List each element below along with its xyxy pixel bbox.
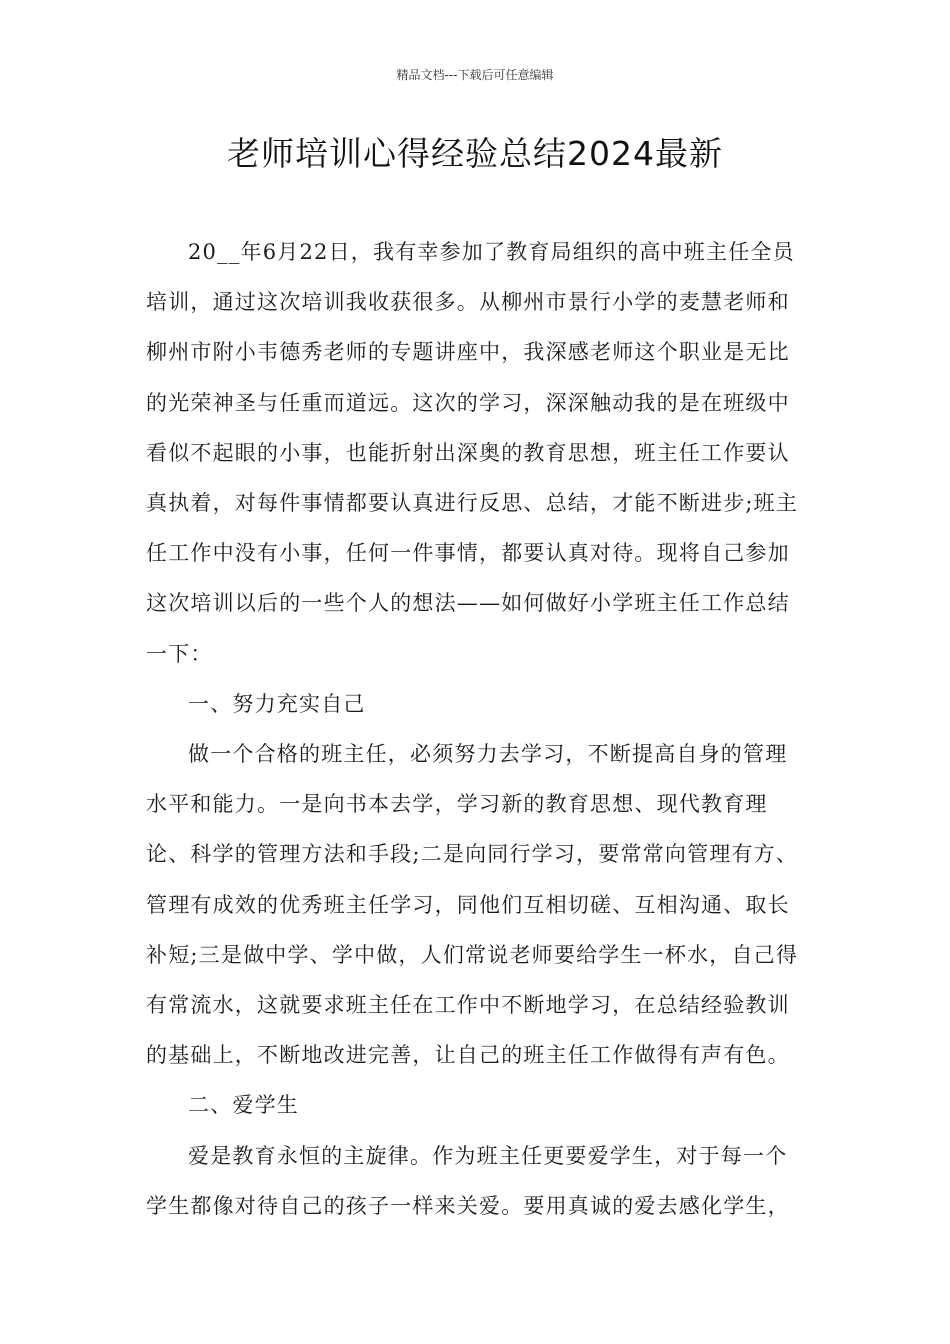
- header-note: 精品文档---下载后可任意编辑: [396, 68, 554, 82]
- document-title: 老师培训心得经验总结2024最新: [227, 134, 723, 173]
- paragraph-section-1: 做一个合格的班主任，必须努力去学习，不断提高自身的管理水平和能力。一是向书本去学，学习新的教育思想、现代教育理论、科学的管理方法和手段;二是向同行学习，要常常向管理有方、管理有成效的优秀班主任学习，同他们互相切磋、互相沟通、取长补短;三是做中学、学中做，人们常说老师要给学生一杯水，自己得有常流水，这就要求班主任在工作中不断地学习，在总结经验教训的基础上，不断地改进完善，让自己的班主任工作做得有声有色。: [146, 742, 799, 1068]
- paragraph-section-2: 爱是教育永恒的主旋律。作为班主任更要爱学生，对于每一个学生都像对待自己的孩子一样来关爱。要用真诚的爱去感化学生，: [146, 1143, 790, 1218]
- section-heading-2: 二、爱学生: [188, 1093, 299, 1118]
- section-heading-1: 一、努力充实自己: [188, 691, 366, 716]
- document-body: [146, 227, 808, 1231]
- paragraph-intro: 20__年6月22日，我有幸参加了教育局组织的高中班主任全员培训，通过这次培训我收获很多。从柳州市景行小学的麦慧老师和柳州市附小韦德秀老师的专题讲座中，我深感老师这个职业是无比的光荣神圣与任重而道远。这次的学习，深深触动我的是在班级中看似不起眼的小事，也能折射出深奥的教育思想，班主任工作要认真执着，对每件事情都要认真进行反思、总结，才能不断进步;班主任工作中没有小事，任何一件事情，都要认真对待。现将自己参加这次培训以后的一些个人的想法——如何做好小学班主任工作总结一下：: [146, 240, 799, 666]
